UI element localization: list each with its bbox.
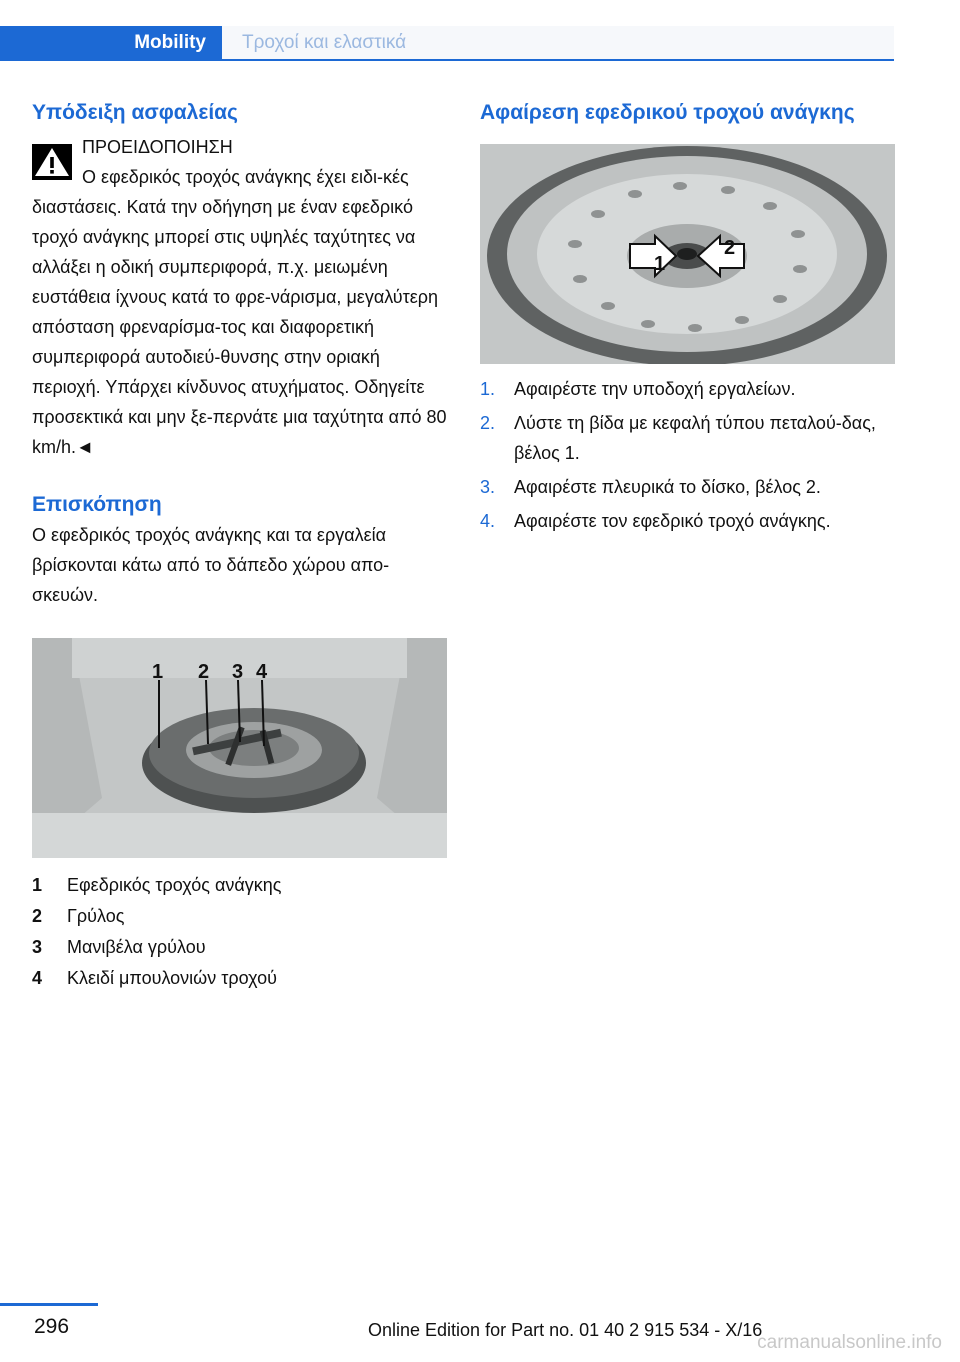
legend-text: Εφεδρικός τροχός ανάγκης: [67, 875, 282, 895]
safety-heading: Υπόδειξη ασφαλείας: [32, 101, 238, 124]
step-text: Αφαιρέστε πλευρικά το δίσκο, βέλος 2.: [514, 477, 821, 497]
legend-number: 2: [32, 906, 43, 926]
figure-label: 4: [256, 661, 268, 683]
page-number: 296: [34, 1315, 70, 1338]
edition-text: Online Edition for Part no. 01 40 2 915 534 - X/16: [368, 1320, 763, 1340]
wheel-removal-figure: [480, 144, 895, 364]
legend-item: [32, 901, 447, 932]
watermark: carmanualsonline.info: [757, 1332, 942, 1353]
step-number: 4.: [480, 511, 496, 531]
legend-text: Γρύλος: [67, 906, 125, 926]
spare-wheel-figure: [32, 638, 447, 858]
warning-triangle-icon: [32, 144, 72, 180]
figure-legend: [32, 870, 447, 994]
legend-number: 1: [32, 875, 43, 895]
right-column: [480, 98, 895, 540]
warning-block: [32, 132, 447, 462]
removal-steps: [480, 374, 895, 536]
legend-item: [32, 963, 447, 994]
figure-arrow-label: 2: [724, 237, 736, 259]
figure-label: 3: [232, 661, 244, 683]
step-item: [480, 374, 895, 404]
legend-number: 3: [32, 937, 43, 957]
chapter-tab[interactable]: Mobility: [0, 26, 222, 60]
wheel-removal-illustration: [480, 144, 895, 364]
removal-heading: Αφαίρεση εφεδρικού τροχού ανάγκης: [480, 101, 855, 124]
step-number: 1.: [480, 379, 496, 399]
footer-divider: [0, 1303, 98, 1306]
step-number: 2.: [480, 413, 496, 433]
overview-text: Ο εφεδρικός τροχός ανάγκης και τα εργαλεία βρίσκονται κάτω από το δάπεδο χώρου απο‐σκευών.: [32, 525, 390, 605]
step-text: Αφαιρέστε τον εφεδρικό τροχό ανάγκης.: [514, 511, 831, 531]
legend-number: 4: [32, 968, 43, 988]
step-number: 3.: [480, 477, 496, 497]
warning-text: Ο εφεδρικός τροχός ανάγκης έχει ειδι‐κές διαστάσεις. Κατά την οδήγηση με έναν εφεδρικό τροχό ανάγκης μπορεί στις υψηλές ταχύτητες να αλλάξει η οδική συμπεριφορά, π.χ. μειωμένη ευστάθεια ίχνους κατά το φρε‐νάρισμα, μεγαλύτερη απόσταση φρεναρίσμα‐τος και διαφορετική συμπεριφορά αυτοδιεύ‐θυνσης στην οριακή περιοχή. Υπάρχει κίνδυνος ατυχήματος. Οδηγείτε προσεκτικά και μην ξε‐περνάτε μια ταχύτητα από 80 km/h.◄: [32, 167, 447, 457]
step-item: [480, 472, 895, 502]
legend-item: [32, 932, 447, 963]
warning-title: ΠΡΟΕΙΔΟΠΟΙΗΣΗ: [82, 137, 233, 157]
legend-item: [32, 870, 447, 901]
step-item: [480, 506, 895, 536]
step-text: Αφαιρέστε την υποδοχή εργαλείων.: [514, 379, 796, 399]
figure-label: 2: [198, 661, 210, 683]
page-header: [0, 26, 960, 60]
legend-text: Κλειδί μπουλονιών τροχού: [67, 968, 277, 988]
step-item: [480, 408, 895, 468]
overview-heading: Επισκόπηση: [32, 493, 162, 516]
step-text: Λύστε τη βίδα με κεφαλή τύπου πεταλού‐δας, βέλος 1.: [514, 413, 876, 463]
figure-arrow-label: 1: [654, 253, 666, 275]
spare-wheel-illustration: [32, 638, 447, 858]
section-tab[interactable]: Τροχοί και ελαστικά: [222, 26, 894, 60]
figure-label: 1: [152, 661, 164, 683]
legend-text: Μανιβέλα γρύλου: [67, 937, 206, 957]
left-column: [32, 98, 447, 994]
header-divider: [0, 59, 894, 61]
